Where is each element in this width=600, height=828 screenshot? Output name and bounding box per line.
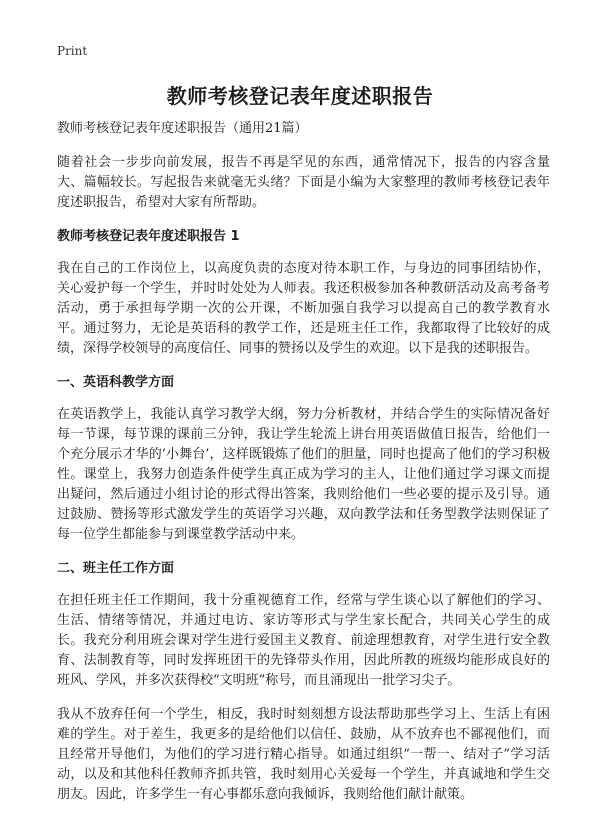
document-subtitle: 教师考核登记表年度述职报告（通用21篇）	[57, 121, 308, 136]
section-paragraph-english-teaching: 在英语教学上，我能认真学习教学大纲，努力分析教材，并结合学生的实际情况备好每一节课，每节课的课前三分钟，我让学生轮流上讲台用英语做值日报告，给他们一个充分展示才华的‘小舞台’，这样既锻炼了他们的胆量，同时也提高了他们的学习积极性。课堂上，我努力创造条件使学生真正成为学习的主人，让他们通过学习课文而提出疑问，然后通过小组讨论的形式得出答案，我则给他们一些必要的提示及引导。通过鼓励、赞扬等形式激发学生的英语学习兴趣，双向教学法和任务型教学法则保证了每一位学生都能参与到课堂教学活动中来。	[57, 407, 550, 542]
section-heading-class-teacher: 二、班主任工作方面	[57, 561, 175, 576]
report-paragraph: 我在自己的工作岗位上，以高度负责的态度对待本职工作，与身边的同事团结协作，关心爱护每一个学生，并时时处处为人师表。我还积极参加各种教研活动及高考备考活动，勇于承担每学期一次的公开课，不断加强自我学习以提高自己的教学教育水平。通过努力，无论是英语科的教学工作，还是班主任工作，我都取得了比较好的成绩，深得学校领导的高度信任、同事的赞扬以及学生的欢迎。以下是我的述职报告。	[57, 261, 550, 356]
section-paragraph-class-teacher-1: 在担任班主任工作期间，我十分重视德育工作，经常与学生谈心以了解他们的学习、生活、情绪等情况，并通过电访、家访等形式与学生家长配合，共同关心学生的成长。我充分利用班会课对学生进行爱国主义教育、前途理想教育，对学生进行安全教育、法制教育等，同时发挥班团干的先锋带头作用，因此所教的班级均能形成良好的班风、学风，并多次获得校“文明班”称号，而且涌现出一批学习尖子。	[57, 593, 550, 688]
report-heading: 教师考核登记表年度述职报告 1	[57, 229, 240, 244]
section-paragraph-class-teacher-2: 我从不放弃任何一个学生，相反，我时时刻刻想方设法帮助那些学习上、生活上有困难的学生。对于差生，我更多的是给他们以信任、鼓励，从不放弃也不鄙视他们，而且经常开导他们，为他们的学习进行精心指导。如通过组织“一帮一、结对子”学习活动，以及和其他科任教师齐抓共管，我时刻用心关爱每一个学生，并真诚地和学生交朋友。因此，许多学生一有心事都乐意向我倾诉，我则给他们献计献策。	[57, 707, 550, 802]
print-link[interactable]: Print	[57, 44, 88, 58]
document-body	[57, 119, 550, 819]
document-title: 教师考核登记表年度述职报告	[166, 84, 434, 108]
section-heading-english-teaching: 一、英语科教学方面	[57, 375, 175, 390]
intro-paragraph: 随着社会一步步向前发展，报告不再是罕见的东西，通常情况下，报告的内容含量大、篇幅较长。写起报告来就毫无头绪？下面是小编为大家整理的教师考核登记表年度述职报告，希望对大家有所帮助。	[57, 155, 550, 210]
